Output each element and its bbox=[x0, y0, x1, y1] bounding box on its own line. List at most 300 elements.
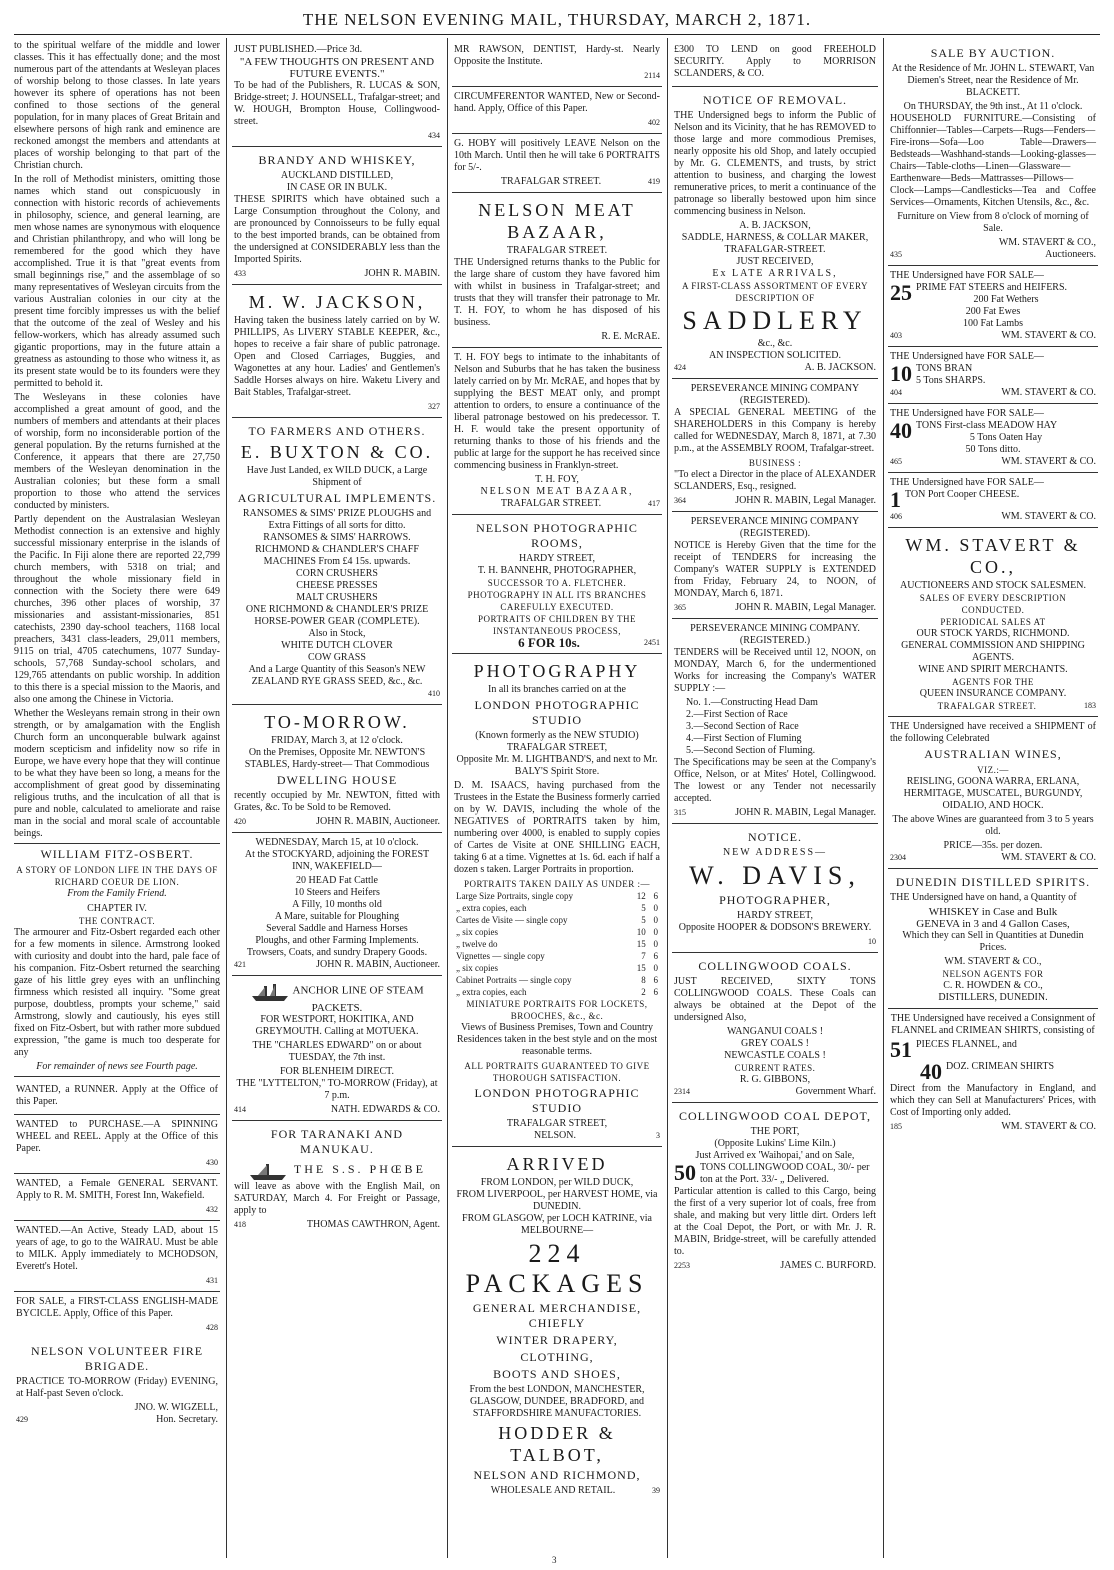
article-paragraph: to the spiritual welfare of the middle and lower classes. This it has effectually done; and the most numerous part of the attendants at Wesleyan places of worship belong to those classes. In late years however its sphere of operations has not been confined to those sections of the general population, for in many places of Great Britain and elsewhere persons of high rank and eminence are reckoned amongst the members and attendants at places of worship belonging to that part of the Christian church. bbox=[14, 40, 220, 171]
list-item: No. 1.—Constructing Head Dam bbox=[686, 697, 818, 708]
table-row bbox=[454, 950, 660, 962]
masthead: THE NELSON EVENING MAIL, THURSDAY, MARCH 2, 1871. bbox=[302, 10, 812, 29]
s3-text: TONS First-class MEADOW HAY bbox=[916, 420, 1058, 431]
fire-brigade-ad bbox=[14, 1338, 220, 1430]
sale-sign: WM. STAVERT & CO., bbox=[998, 237, 1096, 248]
taranaki-title: FOR TARANAKI AND MANUKAU. bbox=[270, 1127, 404, 1156]
list-item: COW GRASS bbox=[308, 652, 366, 663]
abj-trade: SADDLE, HARNESS, & COLLAR MAKER, bbox=[681, 232, 869, 243]
mini-text: MINIATURE PORTRAITS FOR LOCKETS, BROOCHES, &c., &c. bbox=[466, 999, 648, 1021]
ad-number: 421 bbox=[234, 960, 246, 969]
gh-addr: TRAFALGAR STREET. bbox=[500, 176, 602, 187]
foy-bazaar: NELSON MEAT BAZAAR, bbox=[480, 486, 634, 497]
list-item: RANSOMES & SIMS' PRIZE PLOUGHS and Extra Fittings of all sorts for ditto. bbox=[242, 508, 432, 531]
brandy-ad bbox=[232, 147, 442, 285]
price-value: 5 bbox=[641, 903, 646, 913]
fl-text2: DOZ. CRIMEAN SHIRTS bbox=[946, 1061, 1055, 1072]
table-row bbox=[454, 986, 660, 998]
removal-text: THE Undersigned begs to inform the Public of Nelson and its Vicinity, that he has REMOVED to those large and more commodious Premises, nearly opposite his old Shop, and lately occupied by Mr. G. CLEMENTS, and trusts, by strict attention to business, and charging the lowest remunerative prices, to merit a continuance of the patronage so liberally bestowed upon him since commencing business in Nelson. bbox=[674, 110, 876, 217]
mwj-text: Having taken the business lately carried on by W. PHILLIPS, As LIVERY STABLE KEEPER, &c., hopes to receive a fair share of public patronage. Open and Closed Carriages, Buggies, and Wagonettes at any hour. Ladies' and Gentlemen's Saddle Horses always on hire. Waketu Livery and Bait Stables, Trafalgar-street. bbox=[234, 315, 440, 398]
from-text: From the best LONDON, MANCHESTER, GLASGOW, DUNDEE, BRADFORD, and STAFFORDSHIRE MANUFACTORIES. bbox=[469, 1384, 645, 1419]
price-value: 0 bbox=[653, 939, 658, 949]
ad-number: 2451 bbox=[644, 638, 660, 647]
ad-number: 404 bbox=[890, 388, 902, 397]
cheese-ad bbox=[888, 473, 1098, 528]
hoby-ad bbox=[452, 134, 662, 193]
tomorrow-when: FRIDAY, March 3, at 12 o'clock. bbox=[271, 735, 403, 746]
list-item: 50 Tons ditto. bbox=[965, 444, 1021, 455]
price-label: „ extra copies, each bbox=[456, 987, 527, 997]
jackson-livery-ad bbox=[232, 285, 442, 418]
wines-text: The above Wines are guaranteed from 3 to 5 years old. bbox=[892, 814, 1094, 837]
s2-text: TONS BRAN bbox=[916, 363, 973, 374]
s4-big: 1 bbox=[890, 487, 901, 512]
remainder-note: For remainder of news see Fourth page. bbox=[36, 1061, 198, 1072]
gh-text: G. HOBY will positively LEAVE Nelson on the 10th March. Until then he will take 6 PORTRAITS for 5/-. bbox=[454, 138, 660, 173]
abj-sign: A. B. JACKSON. bbox=[804, 362, 876, 373]
just-published-ad bbox=[232, 40, 442, 147]
s4-sign: WM. STAVERT & CO. bbox=[1001, 511, 1096, 522]
wsc-addr: TRAFALGAR STREET. bbox=[937, 701, 1037, 711]
pmc1-biz: "To elect a Director in the place of ALEXANDER SCLANDERS, Esq., resigned. bbox=[674, 469, 876, 492]
buxton-text: Have Just Landed, ex WILD DUCK, a Large Shipment of bbox=[246, 465, 428, 488]
wines-viz: VIZ.:— bbox=[977, 765, 1009, 775]
mining-notice-ad bbox=[672, 512, 878, 619]
ad-number: 434 bbox=[428, 131, 440, 140]
list-item: 5.—Second Section of Fluming. bbox=[686, 745, 816, 756]
photo-owner: T. H. BANNEHR, PHOTOGRAPHER, bbox=[477, 565, 637, 576]
dun-text: THE Undersigned have on hand, a Quantity of bbox=[890, 892, 1077, 903]
price-value: 8 bbox=[641, 975, 646, 985]
ad-number: 364 bbox=[674, 496, 686, 505]
hay-ad bbox=[888, 404, 1098, 473]
fl-text3: Direct from the Manufactory in England, and which they can Sell at Manufacturers' Prices, with Cost of Importing only added. bbox=[890, 1083, 1096, 1118]
boots: BOOTS AND SHOES, bbox=[493, 1367, 621, 1381]
dun-title: DUNEDIN DISTILLED SPIRITS. bbox=[895, 875, 1091, 889]
list-item: Also in Stock, bbox=[308, 628, 366, 639]
price-value: 0 bbox=[653, 915, 658, 925]
wed-items bbox=[234, 875, 440, 959]
pmc3-text: TENDERS will be Received until 12, NOON, on MONDAY, March 6, for the undermentioned Works for increasing the Company's WATER SUPPLY :— bbox=[674, 647, 876, 694]
ad-number: 418 bbox=[234, 1220, 246, 1229]
photo-succ: SUCCESSOR TO A. FLETCHER. bbox=[487, 578, 627, 588]
coals-loc: Government Wharf. bbox=[795, 1086, 876, 1097]
price-value: 7 bbox=[641, 951, 646, 961]
steamship-icon bbox=[248, 1159, 288, 1181]
fire-title: NELSON VOLUNTEER FIRE BRIGADE. bbox=[30, 1344, 204, 1373]
sale-role: Auctioneers. bbox=[1045, 249, 1096, 260]
wsc-agents: AGENTS FOR THE bbox=[952, 677, 1034, 687]
tomorrow-sign: JOHN R. MABIN, Auctioneer. bbox=[316, 816, 440, 827]
isaacs-text: D. M. ISAACS, having purchased from the Trustees in the Estate the Business formerly carried on by W. DAVIS, including the whole of the NEGATIVES of PORTRAITS taken by him, numbering over 4000, is enabled to supply copies of Cartes de Visite at ONE SHILLING EACH, taking 6 at a time. Vignettes at 1s. 6d. each if half a dozen s taken. Larger Portraits in proportion. bbox=[454, 780, 660, 875]
wsc-periodic: PERIODICAL SALES AT bbox=[940, 617, 1046, 627]
dun-distillers: DISTILLERS, DUNEDIN. bbox=[938, 992, 1048, 1003]
ad-number: 327 bbox=[428, 402, 440, 411]
chapter-title: THE CONTRACT. bbox=[78, 916, 156, 926]
tomorrow-text2: recently occupied by Mr. NEWTON, fitted with Grates, &c. To be Sold to be Removed. bbox=[234, 790, 440, 813]
s3-sign: WM. STAVERT & CO. bbox=[1001, 456, 1096, 467]
price-value: 6 bbox=[653, 987, 658, 997]
pmc3-items bbox=[674, 697, 876, 757]
list-item: PORTRAITS OF CHILDREN BY THE INSTANTANEOUS PROCESS, bbox=[478, 614, 636, 636]
wsc-gen: GENERAL COMMISSION AND SHIPPING AGENTS. bbox=[901, 640, 1085, 663]
ad-number: 417 bbox=[648, 499, 660, 508]
packages: 224 PACKAGES bbox=[465, 1239, 649, 1298]
price-label: Cartes de Visite — single copy bbox=[456, 915, 568, 925]
hodder-sale: WHOLESALE AND RETAIL. bbox=[490, 1485, 616, 1496]
bran-ad bbox=[888, 347, 1098, 404]
article-paragraph: The Wesleyans in these colonies have accomplished a great amount of good, and the numbers of members and attendants at their places of worship, form no inconsiderable portion of the general population. By the returns furnished at the Conference, it appears that there are 27,750 members of the Wesleyan denomination in the Australian colonies; but these form a small proportion to those who attend the services conducted by ministers. bbox=[14, 392, 220, 511]
removal-ad bbox=[672, 87, 878, 379]
ad-number: 3 bbox=[655, 1131, 660, 1140]
column-divider bbox=[883, 38, 884, 1558]
ad-number: 2314 bbox=[674, 1087, 690, 1096]
dun-agents: NELSON AGENTS FOR bbox=[942, 969, 1044, 979]
coals-sign: R. G. GIBBONS, bbox=[739, 1074, 811, 1085]
mining-meeting-ad bbox=[672, 379, 878, 512]
davis-addr: HARDY STREET, bbox=[736, 910, 814, 921]
pub-title: "A FEW THOUGHTS ON PRESENT AND FUTURE EVENTS." bbox=[239, 56, 435, 80]
anchor-title: ANCHOR LINE OF STEAM PACKETS. bbox=[292, 984, 424, 1014]
dun-whiskey: WHISKEY in Case and Bulk bbox=[928, 906, 1058, 918]
list-item: Trowsers, Coats, and sundry Drapery Goods. bbox=[246, 947, 428, 958]
saddlery: SADDLERY bbox=[682, 306, 868, 335]
masthead-rule bbox=[14, 34, 1100, 35]
wsc-sales: SALES OF EVERY DESCRIPTION CONDUCTED. bbox=[919, 593, 1067, 615]
ad-number: 2114 bbox=[644, 71, 660, 80]
price-value: 0 bbox=[653, 903, 658, 913]
depot-title: COLLINGWOOD COAL DEPOT, bbox=[679, 1109, 871, 1123]
drapery: WINTER DRAPERY, bbox=[496, 1333, 618, 1347]
meat-text: THE Undersigned returns thanks to the Public for the large share of custom they have favored him with whilst in business in Trafalgar-street; and trusts that they will transfer their patronage to Mr. T. H. FOY, to whom he has disposed of his business. bbox=[454, 257, 660, 328]
meat-sign: R. E. McRAE. bbox=[601, 331, 660, 342]
table-row bbox=[454, 890, 660, 902]
taranaki-ad bbox=[232, 1121, 442, 1235]
fl-big2: 40 bbox=[920, 1059, 942, 1084]
brandy-sub: AUCKLAND DISTILLED, bbox=[280, 170, 394, 181]
chapter-number: CHAPTER IV. bbox=[87, 903, 147, 914]
depot-arrived: Just Arrived ex 'Waihopai,' and on Sale, bbox=[695, 1150, 855, 1161]
price-value: 0 bbox=[653, 927, 658, 937]
ad-number: 402 bbox=[648, 118, 660, 127]
pmc1-title: PERSEVERANCE MINING COMPANY (REGISTERED). bbox=[690, 383, 860, 406]
foy-ad bbox=[452, 348, 662, 515]
price-label: „ six copies bbox=[456, 927, 498, 937]
classified-ad bbox=[14, 1115, 220, 1174]
s1-items bbox=[890, 294, 1096, 330]
price-label: Cabinet Portraits — single copy bbox=[456, 975, 572, 985]
ad-number: 428 bbox=[206, 1323, 218, 1332]
brandy-sub2: IN CASE OR IN BULK. bbox=[286, 182, 388, 193]
pub-text: To be had of the Publishers, R. LUCAS & SON, Bridge-street; J. HOUNSELL, Trafalgar-street; and W. HOUGH, Brompton House, Collingwood-street. bbox=[234, 80, 440, 127]
tomorrow-text: On the Premises, Opposite Mr. NEWTON'S STABLES, Hardy-street— That Commodious bbox=[244, 747, 430, 770]
davis-opp: Opposite HOOPER & DODSON'S BREWERY. bbox=[678, 922, 872, 933]
davis-notice-ad bbox=[672, 824, 878, 953]
ad-number: 183 bbox=[1083, 701, 1096, 710]
tomorrow-head: DWELLING HOUSE bbox=[276, 773, 398, 787]
circumferentor-ad bbox=[452, 87, 662, 134]
column-divider bbox=[447, 38, 448, 1558]
pmc2-sign: JOHN R. MABIN, Legal Manager. bbox=[735, 602, 876, 613]
photography-title: PHOTOGRAPHY bbox=[473, 661, 641, 681]
price-label: Vignettes — single copy bbox=[456, 951, 545, 961]
story-subtitle: A STORY OF LONDON LIFE IN THE DAYS OF RICHARD COEUR DE LION. bbox=[16, 865, 218, 887]
price-label: „ extra copies, each bbox=[456, 903, 527, 913]
s1-sign: WM. STAVERT & CO. bbox=[1001, 330, 1096, 341]
ad-number: 414 bbox=[234, 1105, 246, 1114]
hodder-loc: NELSON AND RICHMOND, bbox=[473, 1468, 641, 1482]
price-value: 15 bbox=[636, 963, 646, 973]
brandy-sign: JOHN R. MABIN. bbox=[364, 268, 440, 279]
anchor-line-ad bbox=[232, 976, 442, 1121]
ad-number: 431 bbox=[206, 1276, 218, 1285]
steamship-icon bbox=[250, 980, 290, 1002]
depot-sign: JAMES C. BURFORD. bbox=[780, 1260, 876, 1271]
ad-number: 420 bbox=[234, 817, 246, 826]
wed-sign: JOHN R. MABIN, Auctioneer. bbox=[316, 959, 440, 970]
sale-text: At the Residence of Mr. JOHN L. STEWART, Van Diemen's Street, near the Residence of Mr. BLACKETT. bbox=[891, 63, 1095, 98]
ad-number: 10 bbox=[868, 937, 876, 946]
taranaki-text: will leave as above with the English Mail, on SATURDAY, March 4. For Freight or Passage, apply to bbox=[234, 1181, 440, 1216]
meat-addr: TRAFALGAR STREET. bbox=[506, 245, 608, 256]
collingwood-coals-ad bbox=[672, 953, 878, 1103]
new-address: NEW ADDRESS— bbox=[722, 847, 828, 858]
fl-big1: 51 bbox=[890, 1037, 912, 1062]
list-item: MALT CRUSHERS bbox=[296, 592, 378, 603]
ad-number: 433 bbox=[234, 269, 246, 278]
wed-text: At the STOCKYARD, adjoining the FOREST INN, WAKEFIELD— bbox=[244, 849, 430, 872]
prices-head: PORTRAITS TAKEN DAILY AS UNDER :— bbox=[463, 879, 651, 889]
photo-lines bbox=[454, 589, 660, 637]
stavert-agents-ad bbox=[888, 528, 1098, 717]
depot-text: Particular attention is called to this Cargo, being the first of a very superior lot of coals, free from shale, and making but very little dirt. Orders left at the Coal Depot, the Port, or with Mr. J. R. MABIN, Bridge-street, will be carefully attended to. bbox=[674, 1186, 876, 1257]
sale-items: HOUSEHOLD FURNITURE.—Consisting of Chiffonnier—Tables—Carpets—Rugs—Fenders—Fire-irons—Sofa—Loo Table—Drawers—Bedsteads—Washhand-stands—Looking-glasses—Chairs—Table-cloths—Linen—Glassware—Earthenware—Beds—Mattrasses—Pillows—Clock—Lamps—Candlesticks—Tea and Coffee Services—Ornaments, Kitchen Utensils, &c., &c. bbox=[890, 113, 1096, 208]
list-item: And a Large Quantity of this Season's NEW ZEALAND RYE GRASS SEED, &c., &c. bbox=[248, 664, 426, 687]
views-text: Views of Business Premises, Town and Country Residences taken in the best style and on the most reasonable terms. bbox=[456, 1022, 658, 1057]
studio-title: LONDON PHOTOGRAPHIC STUDIO bbox=[474, 698, 640, 727]
ad-number: 435 bbox=[890, 250, 902, 259]
wines-price: PRICE—35s. per dozen. bbox=[943, 840, 1043, 851]
buxton-title: E. BUXTON & CO. bbox=[240, 442, 434, 462]
s2-head: THE Undersigned have FOR SALE— bbox=[890, 351, 1044, 362]
wsc-wine: WINE AND SPIRIT MERCHANTS. bbox=[918, 664, 1068, 675]
s1-big: 25 bbox=[890, 280, 912, 305]
list-item: Ploughs, and other Farming Implements. bbox=[255, 935, 419, 946]
list-item: 200 Fat Wethers bbox=[973, 294, 1039, 305]
circ-text: CIRCUMFERENTOR WANTED, New or Second-hand. Apply, Office of this Paper. bbox=[454, 91, 660, 114]
ad-number: 403 bbox=[890, 331, 902, 340]
studio-opp: Opposite Mr. M. LIGHTBAND'S, and next to Mr. BALY'S Spirit Store. bbox=[456, 754, 658, 777]
price-value: 2 bbox=[641, 987, 646, 997]
davis-role: PHOTOGRAPHER, bbox=[719, 893, 831, 907]
wed-title: WEDNESDAY, March 15, at 10 o'clock. bbox=[255, 837, 419, 848]
table-row bbox=[454, 926, 660, 938]
fl-head: THE Undersigned have received a Consignment of FLANNEL and CRIMEAN SHIRTS, consisting of bbox=[890, 1013, 1096, 1036]
wines-list: REISLING, GOONA WARRA, ERLANA, HERMITAGE, MUSCATEL, BURGUNDY, OIDALIO, AND HOCK. bbox=[903, 776, 1083, 811]
list-item: RICHMOND & CHANDLER'S CHAFF MACHINES From £4 15s. upwards. bbox=[255, 544, 419, 567]
photo-rooms: NELSON PHOTOGRAPHIC ROOMS, bbox=[476, 521, 638, 550]
pmc3-title: PERSEVERANCE MINING COMPANY. (REGISTERED.) bbox=[690, 623, 860, 646]
column-5 bbox=[888, 40, 1098, 1558]
wsc-role: AUCTIONEERS AND STOCK SALESMEN. bbox=[900, 580, 1086, 591]
article-wesleyans bbox=[14, 40, 220, 840]
price-value: 15 bbox=[636, 939, 646, 949]
classified-ad bbox=[14, 1221, 220, 1292]
depot-tons-text: TONS COLLINGWOOD COAL, 30/- per ton at the Port. 33/- „ Delivered. bbox=[700, 1162, 870, 1185]
rawson-ad bbox=[452, 40, 662, 87]
wines-title: AUSTRALIAN WINES, bbox=[924, 747, 1062, 761]
fl-sign: WM. STAVERT & CO. bbox=[1001, 1121, 1096, 1132]
anchor-blenheim: FOR BLENHEIM DIRECT. bbox=[280, 1066, 394, 1077]
s2-sign: WM. STAVERT & CO. bbox=[1001, 387, 1096, 398]
studio2-title: LONDON PHOTOGRAPHIC STUDIO bbox=[474, 1086, 640, 1115]
pmc1-sign: JOHN R. MABIN, Legal Manager. bbox=[735, 495, 876, 506]
hodder-talbot-ad bbox=[452, 1147, 662, 1501]
wsc-queen: QUEEN INSURANCE COMPANY. bbox=[919, 688, 1067, 699]
buxton-head: AGRICULTURAL IMPLEMENTS. bbox=[237, 491, 437, 505]
clothing: CLOTHING, bbox=[520, 1350, 594, 1364]
pmc2-text: NOTICE is Hereby Given that the time for the receipt of TENDERS for increasing the Company's WATER SUPPLY is EXTENDED from Friday, February 24, to NOON, of MONDAY, March 6, 1871. bbox=[674, 540, 876, 599]
photo-price: 6 FOR 10s. bbox=[518, 635, 580, 650]
list-item: CHEESE PRESSES bbox=[296, 580, 378, 591]
depot-tons: 50 bbox=[674, 1160, 696, 1185]
anchor-lyttelton: THE "LYTTELTON," TO-MORROW (Friday), at 7 p.m. bbox=[236, 1078, 438, 1101]
wsc-title: WM. STAVERT & CO., bbox=[905, 535, 1081, 577]
price-value: 10 bbox=[636, 927, 646, 937]
photography-text: In all its branches carried on at the bbox=[488, 684, 626, 695]
column-3 bbox=[452, 40, 662, 1558]
lend-ad bbox=[672, 40, 878, 87]
anchor-ship: THE "CHARLES EDWARD" on or about TUESDAY, the 7th inst. bbox=[252, 1040, 422, 1063]
pmc2-title: PERSEVERANCE MINING COMPANY (REGISTERED). bbox=[690, 516, 860, 539]
late: Ex LATE ARRIVALS, bbox=[712, 268, 838, 279]
column-1 bbox=[14, 40, 220, 1558]
s4-head: THE Undersigned have FOR SALE— bbox=[890, 477, 1044, 488]
meat-title: NELSON MEAT BAZAAR, bbox=[478, 200, 636, 242]
fire-sign: JNO. W. WIGZELL, bbox=[134, 1402, 218, 1413]
list-item: FROM LIVERPOOL, per HARVEST HOME, via DUNEDIN. bbox=[456, 1189, 658, 1212]
studio2-city: NELSON. bbox=[534, 1130, 576, 1141]
s3-big: 40 bbox=[890, 418, 912, 443]
studio2-addr: TRAFALGAR STREET, bbox=[506, 1118, 608, 1129]
price-value: 6 bbox=[653, 975, 658, 985]
meat-bazaar-ad bbox=[452, 193, 662, 348]
ad-number: 406 bbox=[890, 512, 902, 521]
buxton-items bbox=[234, 508, 440, 688]
taranaki-sign: THOMAS CAWTHRON, Agent. bbox=[306, 1219, 440, 1230]
s2-text2: 5 Tons SHARPS. bbox=[916, 375, 986, 386]
price-label: Large Size Portraits, single copy bbox=[456, 891, 574, 901]
table-row bbox=[454, 974, 660, 986]
ad-text: WANTED, a RUNNER. Apply at the Office of this Paper. bbox=[16, 1084, 218, 1107]
price-value: 6 bbox=[653, 891, 658, 901]
wsc-yards: OUR STOCK YARDS, RICHMOND. bbox=[916, 628, 1070, 639]
inspection: AN INSPECTION SOLICITED. bbox=[709, 350, 841, 361]
sale-view: Furniture on View from 8 o'clock of morning of Sale. bbox=[897, 211, 1089, 234]
table-row bbox=[454, 914, 660, 926]
foy-text: T. H. FOY begs to intimate to the inhabitants of Nelson and Suburbs that he has taken the business lately carried on by Mr. McRAE, and hopes that by supplying the BEST MEAT only, and prompt attention to orders, to ensure a continuance of the liberal patronage bestowed on his predecessor. T. H. F. would take the present opportunity of returning thanks to those of his friends and the public at large for the support he has received since commencing business in Franklyn-street. bbox=[454, 352, 660, 471]
rawson-text: MR RAWSON, DENTIST, Hardy-st. Nearly Opposite the Institute. bbox=[454, 44, 660, 67]
removal-title: NOTICE OF REMOVAL. bbox=[702, 93, 848, 107]
ad-number: 315 bbox=[674, 808, 686, 817]
dun-sign: WM. STAVERT & CO., bbox=[944, 956, 1042, 967]
table-row bbox=[454, 938, 660, 950]
dun-text2: Which they can Sell in Quantities at Dunedin Prices. bbox=[902, 930, 1084, 953]
ad-number: 2304 bbox=[890, 853, 906, 862]
depot-opp: (Opposite Lukins' Lime Kiln.) bbox=[714, 1138, 836, 1149]
table-row bbox=[454, 902, 660, 914]
list-item: A Mare, suitable for Ploughing bbox=[274, 911, 400, 922]
list-item: 10 Steers and Heifers bbox=[294, 887, 380, 898]
list-item: Several Saddle and Harness Horses bbox=[266, 923, 408, 934]
ad-text: WANTED.—An Active, Steady LAD, about 15 years of age, to go to the WAIRAU. Must be able to MILK. Apply immediately to MCHODSON, Everett's Hotel. bbox=[16, 1225, 218, 1272]
price-value: 0 bbox=[653, 963, 658, 973]
pmc1-business: BUSINESS : bbox=[748, 458, 802, 468]
classified-ads bbox=[14, 1080, 220, 1338]
notice-title: NOTICE. bbox=[748, 830, 802, 844]
list-item: 20 HEAD Fat Cattle bbox=[296, 875, 378, 886]
coals-rates: CURRENT RATES. bbox=[734, 1063, 816, 1073]
coal-depot-ad bbox=[672, 1103, 878, 1276]
column-divider bbox=[667, 38, 668, 1558]
story-source: From the Family Friend. bbox=[67, 888, 167, 899]
arrived-lines bbox=[454, 1177, 660, 1237]
s1-text: PRIME FAT STEERS and HEIFERS. bbox=[916, 282, 1068, 293]
foy-addr: TRAFALGAR STREET. bbox=[500, 498, 602, 509]
foy-sign: T. H. FOY, bbox=[535, 474, 579, 485]
article-paragraph: Whether the Wesleyans remain strong in their own strength, or by amalgamation with the English Church form an unconquerable bulwark against modern scepticism and infidelity now so rife in Europe, we have every hope that they will continue to be what they have been so long, a means for the accomplishment of great good by disseminating religious truths, and the inculcation of all that is pure and noble, calculated to ameliorate and raise man in the social and moral scale of accountable beings. bbox=[14, 708, 220, 839]
list-item: PHOTOGRAPHY IN ALL ITS BRANCHES CAREFULLY EXECUTED. bbox=[467, 590, 647, 612]
brandy-text: THESE SPIRITS which have obtained such a Large Consumption throughout the Colony, and are pronounced by Connoisseurs to be fully equal to the best imported brands, can be obtained from the undersigned at CONSIDERABLY less than the Imported Spirits. bbox=[234, 194, 440, 265]
story-text bbox=[14, 927, 220, 1059]
list-item: A Filly, 10 months old bbox=[292, 899, 382, 910]
received: JUST RECEIVED, bbox=[736, 256, 814, 267]
page-number: 3 bbox=[552, 1555, 557, 1565]
lend-text: £300 TO LEND on good FREEHOLD SECURITY. Apply to MORRISON SCLANDERS, & CO. bbox=[674, 44, 876, 79]
coals-title: COLLINGWOOD COALS. bbox=[698, 959, 852, 973]
ad-number: 424 bbox=[674, 363, 686, 372]
fire-text: PRACTICE TO-MORROW (Friday) EVENING, at Half-past Seven o'clock. bbox=[16, 1376, 218, 1399]
list-item: 3.—Second Section of Race bbox=[686, 721, 799, 732]
price-value: 12 bbox=[636, 891, 646, 901]
abj-addr: TRAFALGAR-STREET. bbox=[724, 244, 826, 255]
wines-ad bbox=[888, 717, 1098, 869]
ad-number: 432 bbox=[206, 1205, 218, 1214]
arrived-title: ARRIVED bbox=[506, 1154, 608, 1174]
davis: W. DAVIS, bbox=[689, 861, 861, 890]
brandy-title: BRANDY AND WHISKEY, bbox=[258, 153, 416, 167]
coals-items bbox=[674, 1026, 876, 1062]
sale-when: On THURSDAY, the 9th inst., At 11 o'clock. bbox=[903, 101, 1083, 112]
s1-head: THE Undersigned have FOR SALE— bbox=[890, 270, 1044, 281]
gm: GENERAL MERCHANDISE, CHIEFLY bbox=[472, 1301, 642, 1330]
sale-by-auction-ad bbox=[888, 40, 1098, 266]
flannel-ad bbox=[888, 1009, 1098, 1137]
s3-items bbox=[890, 432, 1096, 456]
pub-head: JUST PUBLISHED.—Price 3d. bbox=[234, 44, 363, 55]
ad-number: 39 bbox=[652, 1486, 660, 1495]
s4-text: TON Port Cooper CHEESE. bbox=[905, 489, 1020, 500]
classified-ad bbox=[14, 1292, 220, 1338]
list-item: 4.—First Section of Fluming bbox=[686, 733, 802, 744]
dunedin-spirits-ad bbox=[888, 869, 1098, 1009]
ad-number: 2253 bbox=[674, 1261, 690, 1270]
fire-role: Hon. Secretary. bbox=[156, 1414, 218, 1425]
pmc3-spec: The Specifications may be seen at the Company's Office, Nelson, or at Mites' Hotel, Collingwood. The lowest or any Tender not necessarily accepted. bbox=[674, 757, 876, 804]
anchor-sign: NATH. EDWARDS & CO. bbox=[330, 1104, 440, 1115]
price-value: 6 bbox=[653, 951, 658, 961]
list-item: 100 Fat Lambs bbox=[963, 318, 1023, 329]
